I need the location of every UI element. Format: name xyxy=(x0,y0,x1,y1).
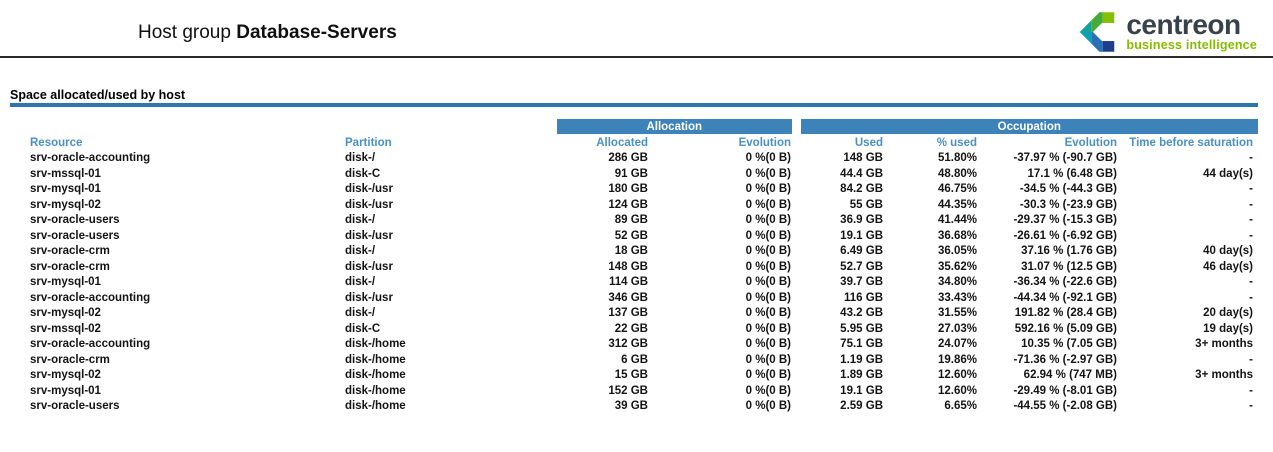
table-row xyxy=(10,198,1258,214)
table-row xyxy=(10,337,1258,353)
section-title-underline xyxy=(10,103,1258,107)
cell-saturation: 3+ months xyxy=(1195,369,1254,381)
cell-alloc-evolution: 0 %(0 B) xyxy=(745,291,791,304)
cell-saturation: 40 day(s) xyxy=(1203,245,1254,257)
cell-used: 19.1 GB xyxy=(840,229,883,242)
cell-resource: srv-oracle-crm xyxy=(30,353,110,366)
cell-occ-evolution: 17.1 % (6.48 GB) xyxy=(1027,167,1117,180)
allocation-group-header: Allocation xyxy=(557,119,796,134)
space-allocated-table xyxy=(10,119,1258,415)
cell-used-pct: 19.86% xyxy=(937,353,977,366)
cell-saturation: 44 day(s) xyxy=(1203,167,1254,180)
cell-partition: disk-/ xyxy=(345,276,376,288)
cell-allocated: 89 GB xyxy=(614,214,648,226)
page-title xyxy=(138,22,397,44)
cell-allocated: 52 GB xyxy=(614,229,648,242)
cell-occ-evolution: 62.94 % (747 MB) xyxy=(1023,369,1117,381)
cell-resource: srv-oracle-users xyxy=(30,229,120,242)
cell-used: 2.59 GB xyxy=(840,400,883,412)
column-header-used: Used xyxy=(854,136,883,149)
cell-partition: disk-/usr xyxy=(345,260,393,273)
cell-partition: disk-/usr xyxy=(345,229,393,242)
cell-alloc-evolution: 0 %(0 B) xyxy=(745,369,791,381)
centreon-tagline: business intelligence xyxy=(1126,38,1257,52)
cell-occ-evolution: -44.55 % (-2.08 GB) xyxy=(1013,400,1117,412)
cell-used-pct: 24.07% xyxy=(937,338,977,350)
cell-resource: srv-oracle-crm xyxy=(30,245,110,257)
cell-occ-evolution: -44.34 % (-92.1 GB) xyxy=(1013,291,1117,304)
cell-allocated: 18 GB xyxy=(614,245,648,257)
cell-allocated: 22 GB xyxy=(614,322,648,335)
cell-resource: srv-oracle-accounting xyxy=(30,338,151,350)
cell-used: 44.4 GB xyxy=(840,167,883,180)
cell-partition: disk-/home xyxy=(345,353,406,366)
cell-resource: srv-oracle-accounting xyxy=(30,152,151,164)
cell-resource: srv-mysql-02 xyxy=(30,369,101,381)
cell-used-pct: 31.55% xyxy=(937,307,977,319)
cell-partition: disk-C xyxy=(345,167,381,180)
cell-used-pct: 41.44% xyxy=(937,214,977,226)
cell-resource: srv-mysql-02 xyxy=(30,198,101,211)
cell-used: 148 GB xyxy=(843,152,883,164)
cell-occ-evolution: -37.97 % (-90.7 GB) xyxy=(1013,152,1117,164)
cell-alloc-evolution: 0 %(0 B) xyxy=(745,322,791,335)
cell-partition: disk-/usr xyxy=(345,291,393,304)
occupation-group-header: Occupation xyxy=(796,119,1258,134)
column-header-partition: Partition xyxy=(345,136,392,149)
cell-partition: disk-/home xyxy=(345,384,406,397)
cell-occ-evolution: 191.82 % (28.4 GB) xyxy=(1014,307,1117,319)
cell-allocated: 180 GB xyxy=(608,183,648,195)
cell-alloc-evolution: 0 %(0 B) xyxy=(745,338,791,350)
cell-used-pct: 12.60% xyxy=(937,384,977,397)
cell-used-pct: 34.80% xyxy=(937,276,977,288)
cell-saturation: 19 day(s) xyxy=(1203,322,1254,335)
cell-saturation: 20 day(s) xyxy=(1203,307,1254,319)
cell-occ-evolution: -29.37 % (-15.3 GB) xyxy=(1013,214,1117,226)
cell-occ-evolution: -34.5 % (-44.3 GB) xyxy=(1019,183,1117,195)
cell-allocated: 137 GB xyxy=(608,307,648,319)
column-header-allocated: Allocated xyxy=(596,136,648,149)
column-header-occ-evolution: Evolution xyxy=(1064,136,1117,149)
cell-used: 1.89 GB xyxy=(840,369,883,381)
cell-occ-evolution: -29.49 % (-8.01 GB) xyxy=(1013,384,1117,397)
centreon-logo-text xyxy=(1126,9,1257,52)
cell-resource: srv-mysql-01 xyxy=(30,183,101,195)
page-title-prefix: Host group xyxy=(138,22,231,43)
table-row xyxy=(10,306,1258,322)
cell-partition: disk-/ xyxy=(345,307,376,319)
cell-resource: srv-oracle-users xyxy=(30,400,120,412)
cell-used-pct: 35.62% xyxy=(937,260,977,273)
cell-partition: disk-/ xyxy=(345,152,376,164)
cell-used: 39.7 GB xyxy=(840,276,883,288)
cell-resource: srv-mssql-02 xyxy=(30,322,101,335)
table-row xyxy=(10,399,1258,415)
column-header-alloc-evolution: Evolution xyxy=(738,136,791,149)
cell-used: 116 GB xyxy=(844,291,883,304)
cell-used: 84.2 GB xyxy=(840,183,883,195)
cell-saturation: - xyxy=(1249,400,1254,412)
cell-used-pct: 48.80% xyxy=(937,167,977,180)
table-row xyxy=(10,182,1258,198)
cell-saturation: - xyxy=(1249,384,1254,397)
cell-saturation: - xyxy=(1249,353,1254,366)
cell-used-pct: 36.05% xyxy=(937,245,977,257)
cell-alloc-evolution: 0 %(0 B) xyxy=(745,276,791,288)
cell-used: 75.1 GB xyxy=(840,338,883,350)
header-divider xyxy=(0,56,1273,58)
cell-alloc-evolution: 0 %(0 B) xyxy=(745,183,791,195)
cell-saturation: 46 day(s) xyxy=(1203,260,1254,273)
cell-resource: srv-mssql-01 xyxy=(30,167,101,180)
table-row xyxy=(10,151,1258,167)
cell-occ-evolution: 37.16 % (1.76 GB) xyxy=(1021,245,1117,257)
cell-used-pct: 12.60% xyxy=(937,369,977,381)
cell-saturation: - xyxy=(1249,198,1254,211)
table-row xyxy=(10,244,1258,260)
cell-occ-evolution: -26.61 % (-6.92 GB) xyxy=(1013,229,1117,242)
cell-alloc-evolution: 0 %(0 B) xyxy=(745,152,791,164)
cell-used-pct: 44.35% xyxy=(937,198,977,211)
cell-occ-evolution: 592.16 % (5.09 GB) xyxy=(1014,322,1117,335)
table-row xyxy=(10,291,1258,307)
cell-occ-evolution: 31.07 % (12.5 GB) xyxy=(1021,260,1117,273)
cell-occ-evolution: -71.36 % (-2.97 GB) xyxy=(1013,353,1117,366)
cell-used-pct: 6.65% xyxy=(944,400,977,412)
cell-used: 19.1 GB xyxy=(840,384,883,397)
cell-used: 5.95 GB xyxy=(840,322,883,335)
table-row xyxy=(10,275,1258,291)
cell-used-pct: 27.03% xyxy=(937,322,977,335)
cell-partition: disk-/usr xyxy=(345,198,393,211)
column-header-resource: Resource xyxy=(30,136,83,149)
centreon-logo xyxy=(1077,9,1257,55)
cell-allocated: 346 GB xyxy=(608,291,648,304)
table-row xyxy=(10,322,1258,338)
cell-alloc-evolution: 0 %(0 B) xyxy=(745,245,791,257)
cell-allocated: 148 GB xyxy=(608,260,648,273)
cell-used-pct: 36.68% xyxy=(937,229,977,242)
cell-saturation: - xyxy=(1249,183,1254,195)
centreon-brand-name: centreon xyxy=(1126,9,1241,40)
group-header-spacer xyxy=(10,119,557,134)
cell-resource: srv-oracle-accounting xyxy=(30,291,151,304)
cell-saturation: - xyxy=(1249,291,1254,304)
cell-resource: srv-mysql-01 xyxy=(30,276,101,288)
cell-alloc-evolution: 0 %(0 B) xyxy=(745,353,791,366)
table-row xyxy=(10,353,1258,369)
table-row xyxy=(10,167,1258,183)
column-header-row xyxy=(10,134,1258,151)
cell-alloc-evolution: 0 %(0 B) xyxy=(745,214,791,226)
cell-saturation: 3+ months xyxy=(1195,338,1254,350)
cell-used: 43.2 GB xyxy=(840,307,883,319)
table-row xyxy=(10,260,1258,276)
centreon-logo-icon xyxy=(1077,9,1117,55)
cell-occ-evolution: 10.35 % (7.05 GB) xyxy=(1021,338,1117,350)
cell-alloc-evolution: 0 %(0 B) xyxy=(745,260,791,273)
cell-allocated: 152 GB xyxy=(608,384,648,397)
cell-resource: srv-oracle-users xyxy=(30,214,120,226)
cell-alloc-evolution: 0 %(0 B) xyxy=(745,307,791,319)
cell-allocated: 91 GB xyxy=(614,167,648,180)
cell-used: 52.7 GB xyxy=(840,260,883,273)
cell-partition: disk-C xyxy=(345,322,381,335)
cell-saturation: - xyxy=(1249,276,1254,288)
page-title-hostgroup: Database-Servers xyxy=(236,22,397,43)
cell-used-pct: 51.80% xyxy=(937,152,977,164)
cell-saturation: - xyxy=(1249,214,1254,226)
cell-alloc-evolution: 0 %(0 B) xyxy=(745,229,791,242)
group-header-row xyxy=(10,119,1258,134)
cell-saturation: - xyxy=(1249,152,1254,164)
table-body xyxy=(10,151,1258,415)
cell-partition: disk-/ xyxy=(345,245,376,257)
cell-resource: srv-mysql-01 xyxy=(30,384,101,397)
column-header-saturation: Time before saturation xyxy=(1129,136,1254,149)
cell-partition: disk-/usr xyxy=(345,183,393,195)
cell-alloc-evolution: 0 %(0 B) xyxy=(745,198,791,211)
cell-occ-evolution: -30.3 % (-23.9 GB) xyxy=(1019,198,1117,211)
cell-used: 6.49 GB xyxy=(840,245,883,257)
cell-partition: disk-/home xyxy=(345,338,406,350)
cell-used: 55 GB xyxy=(849,198,883,211)
table-row xyxy=(10,229,1258,245)
cell-alloc-evolution: 0 %(0 B) xyxy=(745,400,791,412)
cell-alloc-evolution: 0 %(0 B) xyxy=(745,384,791,397)
table-row xyxy=(10,368,1258,384)
cell-allocated: 124 GB xyxy=(608,198,648,211)
cell-allocated: 312 GB xyxy=(608,338,648,350)
cell-used-pct: 33.43% xyxy=(937,291,977,304)
table-row xyxy=(10,384,1258,400)
cell-allocated: 15 GB xyxy=(614,369,648,381)
cell-used: 36.9 GB xyxy=(840,214,883,226)
cell-allocated: 114 GB xyxy=(609,276,648,288)
cell-allocated: 6 GB xyxy=(621,353,648,366)
cell-used: 1.19 GB xyxy=(840,353,883,366)
cell-resource: srv-oracle-crm xyxy=(30,260,110,273)
cell-saturation: - xyxy=(1249,229,1254,242)
cell-allocated: 39 GB xyxy=(614,400,648,412)
cell-used-pct: 46.75% xyxy=(937,183,977,195)
cell-alloc-evolution: 0 %(0 B) xyxy=(745,167,791,180)
column-header-used-pct: % used xyxy=(936,136,977,149)
table-row xyxy=(10,213,1258,229)
cell-partition: disk-/home xyxy=(345,369,406,381)
cell-allocated: 286 GB xyxy=(608,152,648,164)
section-title: Space allocated/used by host xyxy=(10,88,186,102)
cell-resource: srv-mysql-02 xyxy=(30,307,101,319)
cell-partition: disk-/home xyxy=(345,400,406,412)
cell-partition: disk-/ xyxy=(345,214,376,226)
cell-occ-evolution: -36.34 % (-22.6 GB) xyxy=(1013,276,1117,288)
